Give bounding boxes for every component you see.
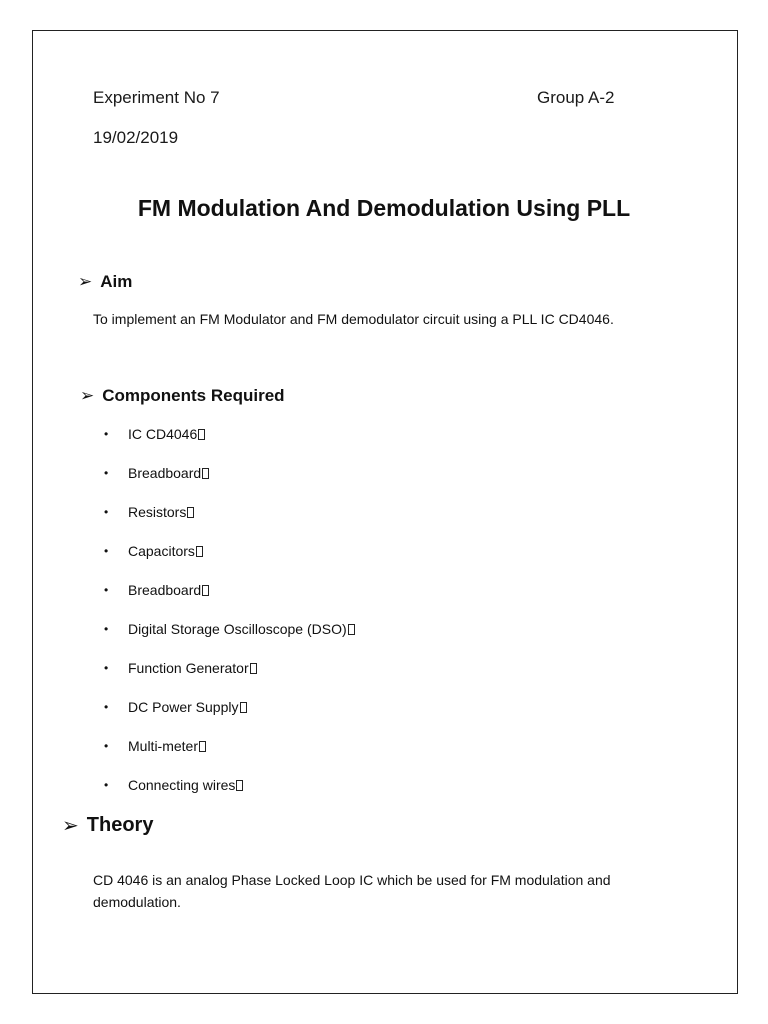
theory-text: CD 4046 is an analog Phase Locked Loop IC which be used for FM modulation and demodulation.: [93, 872, 611, 910]
group-label: Group A-2: [537, 88, 615, 107]
bullet-icon: •: [104, 622, 109, 636]
missing-glyph-icon: [240, 702, 247, 713]
bullet-icon: •: [104, 661, 109, 675]
aim-heading: [78, 272, 132, 292]
document-title: FM Modulation And Demodulation Using PLL: [137, 195, 631, 221]
list-item: [104, 424, 355, 463]
list-item: [104, 775, 355, 814]
list-item: [104, 658, 355, 697]
bullet-icon: •: [104, 778, 109, 792]
list-item-label: Breadboard: [128, 582, 202, 598]
missing-glyph-icon: [187, 507, 194, 518]
components-heading-label: Components Required: [102, 386, 285, 405]
list-item: [104, 463, 355, 502]
bullet-icon: •: [104, 739, 109, 753]
bullet-icon: •: [104, 466, 109, 480]
list-item-label: Function Generator: [128, 660, 249, 676]
missing-glyph-icon: [198, 429, 205, 440]
list-item: [104, 619, 355, 658]
missing-glyph-icon: [250, 663, 257, 674]
components-list: [104, 424, 355, 814]
list-item-label: DC Power Supply: [128, 699, 239, 715]
arrow-bullet-icon: ➢: [78, 272, 93, 291]
aim-text: To implement an FM Modulator and FM demodulator circuit using a PLL IC CD4046.: [93, 311, 614, 327]
arrow-bullet-icon: ➢: [62, 815, 79, 837]
components-heading: [80, 386, 285, 406]
list-item: [104, 697, 355, 736]
missing-glyph-icon: [202, 468, 209, 479]
list-item-label: Capacitors: [128, 543, 195, 559]
list-item: [104, 541, 355, 580]
list-item-label: Connecting wires: [128, 777, 236, 793]
list-item-label: Resistors: [128, 504, 187, 520]
bullet-icon: •: [104, 505, 109, 519]
list-item-label: Digital Storage Oscilloscope (DSO): [128, 621, 347, 637]
experiment-number: Experiment No 7: [93, 88, 220, 107]
bullet-icon: •: [104, 544, 109, 558]
missing-glyph-icon: [199, 741, 206, 752]
list-item: [104, 502, 355, 541]
list-item-label: IC CD4046: [128, 426, 198, 442]
theory-heading-label: Theory: [86, 814, 154, 836]
date-label: 19/02/2019: [93, 128, 179, 147]
aim-heading-label: Aim: [100, 272, 133, 291]
missing-glyph-icon: [202, 585, 209, 596]
missing-glyph-icon: [348, 624, 355, 635]
list-item-label: Multi-meter: [128, 738, 199, 754]
bullet-icon: •: [104, 427, 109, 441]
list-item-label: Breadboard: [128, 465, 202, 481]
list-item: [104, 736, 355, 775]
bullet-icon: •: [104, 700, 109, 714]
arrow-bullet-icon: ➢: [80, 386, 95, 405]
missing-glyph-icon: [236, 780, 243, 791]
list-item: [104, 580, 355, 619]
missing-glyph-icon: [196, 546, 203, 557]
theory-heading: [62, 813, 153, 838]
bullet-icon: •: [104, 583, 109, 597]
